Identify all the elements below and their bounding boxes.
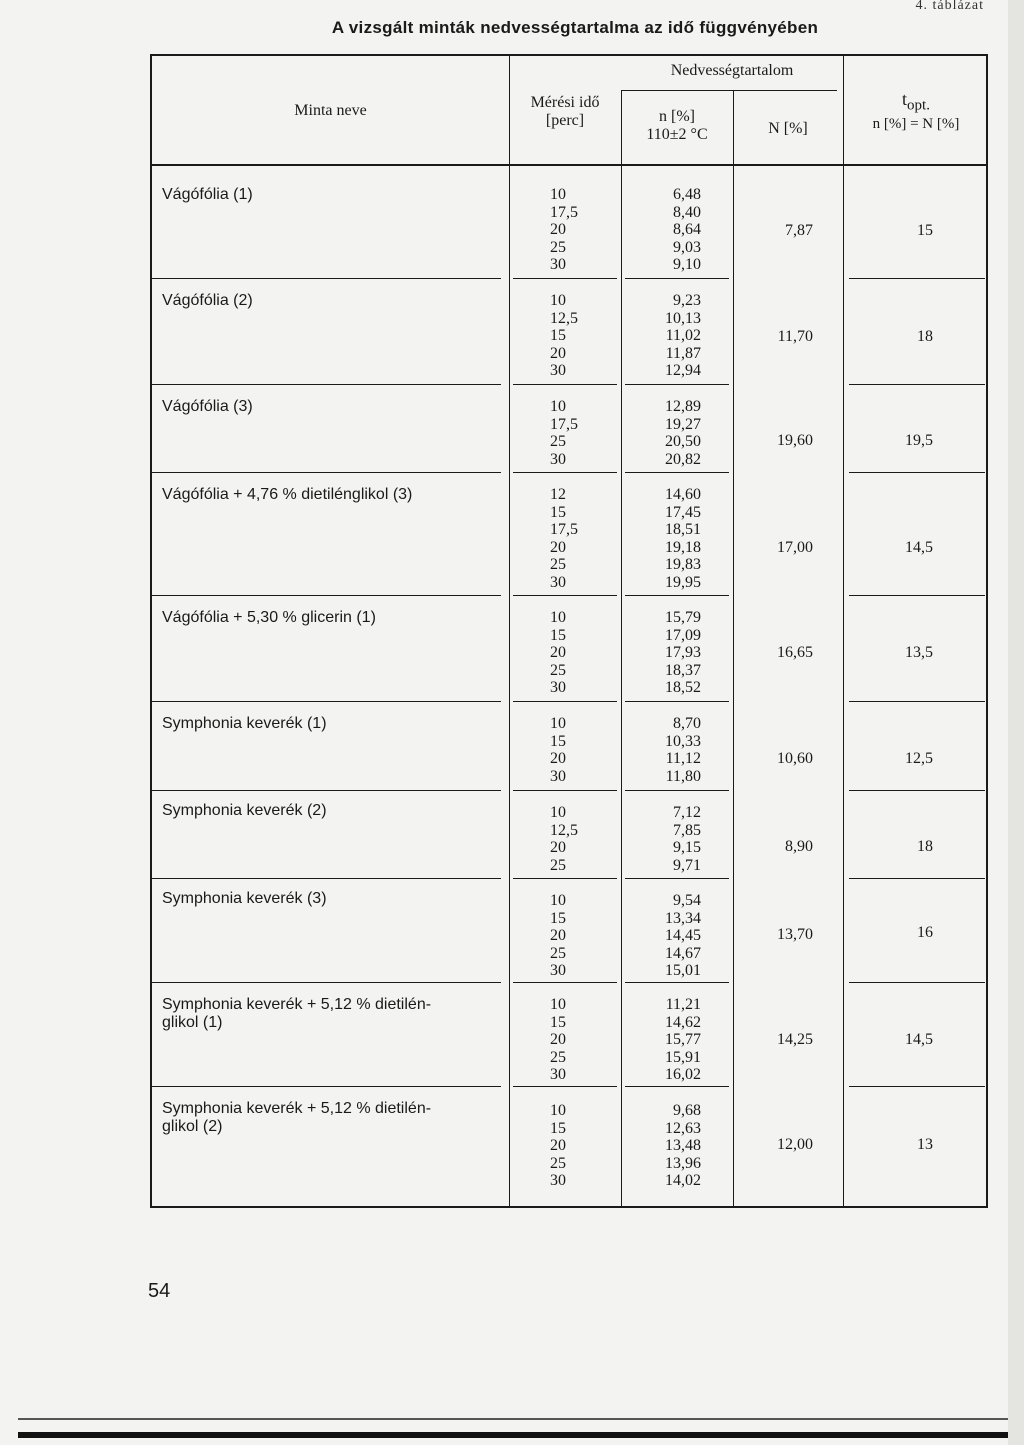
row-2-topt: 18 — [917, 328, 933, 345]
row-1-topt: 15 — [917, 222, 933, 239]
row-9-N: 14,25 — [777, 1031, 813, 1048]
row-8-times: 10 15 20 25 30 — [550, 892, 566, 979]
page-number: 54 — [148, 1280, 171, 1302]
bottom-edge-bar — [18, 1432, 1008, 1438]
row-2-name: Vágófólia (2) — [162, 292, 253, 309]
row-6-n: 8,70 10,33 11,12 11,80 — [665, 715, 701, 785]
row-7-name: Symphonia keverék (2) — [162, 802, 327, 819]
row-8-N: 13,70 — [777, 926, 813, 943]
row-1-N: 7,87 — [785, 222, 813, 239]
row-4-n: 14,60 17,45 18,51 19,18 19,83 19,95 — [665, 486, 701, 591]
row-4-name: Vágófólia + 4,76 % dietilénglikol (3) — [162, 486, 413, 503]
row-9-name-line2: glikol (1) — [162, 1014, 223, 1031]
header-rule — [152, 164, 988, 166]
row-1-name: Vágófólia (1) — [162, 186, 253, 203]
row-1-n: 6,48 8,40 8,64 9,03 9,10 — [673, 186, 701, 273]
row-9-n: 11,21 14,62 15,77 15,91 16,02 — [665, 996, 701, 1083]
row-6-times: 10 15 20 30 — [550, 715, 566, 785]
row-9-times: 10 15 20 25 30 — [550, 996, 566, 1083]
header-n: n [%] 110±2 °C — [646, 108, 708, 143]
row-7-times: 10 12,5 20 25 — [550, 804, 578, 874]
header-measure-time: Mérési idő [perc] — [530, 94, 600, 129]
row-3-N: 19,60 — [777, 432, 813, 449]
row-3-times: 10 17,5 25 30 — [550, 398, 578, 468]
row-2-N: 11,70 — [777, 328, 813, 345]
row-2-n: 9,23 10,13 11,02 11,87 12,94 — [665, 292, 701, 379]
row-9-topt: 14,5 — [905, 1031, 933, 1048]
row-4-N: 17,00 — [777, 539, 813, 556]
col-divider-time — [509, 56, 510, 1206]
row-10-name-line2: glikol (2) — [162, 1118, 223, 1135]
row-1-times: 10 17,5 20 25 30 — [550, 186, 578, 273]
row-8-topt: 16 — [917, 924, 933, 941]
bottom-edge-line — [18, 1418, 1008, 1420]
row-10-times: 10 15 20 25 30 — [550, 1102, 566, 1189]
row-7-N: 8,90 — [785, 838, 813, 855]
row-7-n: 7,12 7,85 9,15 9,71 — [673, 804, 701, 874]
row-3-topt: 19,5 — [905, 432, 933, 449]
row-5-n: 15,79 17,09 17,93 18,37 18,52 — [665, 609, 701, 696]
row-3-n: 12,89 19,27 20,50 20,82 — [665, 398, 701, 468]
row-5-times: 10 15 20 25 30 — [550, 609, 566, 696]
row-6-topt: 12,5 — [905, 750, 933, 767]
row-5-name: Vágófólia + 5,30 % glicerin (1) — [162, 609, 376, 626]
row-10-N: 12,00 — [777, 1136, 813, 1153]
row-8-n: 9,54 13,34 14,45 14,67 15,01 — [665, 892, 701, 979]
row-10-n: 9,68 12,63 13,48 13,96 14,02 — [665, 1102, 701, 1189]
moisture-group-rule — [621, 90, 837, 91]
row-6-N: 10,60 — [777, 750, 813, 767]
page-edge — [1008, 0, 1024, 1445]
header-topt: $t_{opt.}$ n [%] = N [%] — [872, 89, 960, 132]
row-5-N: 16,65 — [777, 644, 813, 661]
row-10-topt: 13 — [917, 1136, 933, 1153]
row-2-times: 10 12,5 15 20 30 — [550, 292, 578, 379]
table-number-fragment: 4. táblázat — [915, 0, 984, 13]
header-sample-name: Minta neve — [294, 102, 367, 119]
header-N: N [%] — [768, 120, 808, 137]
row-6-name: Symphonia keverék (1) — [162, 715, 327, 732]
table-title: A vizsgált minták nedvességtartalma az idő függvényében — [331, 18, 819, 37]
row-8-name: Symphonia keverék (3) — [162, 890, 327, 907]
row-4-topt: 14,5 — [905, 539, 933, 556]
row-7-topt: 18 — [917, 838, 933, 855]
moisture-table — [150, 54, 988, 1208]
row-5-topt: 13,5 — [905, 644, 933, 661]
row-3-name: Vágófólia (3) — [162, 398, 253, 415]
row-4-times: 12 15 17,5 20 25 30 — [550, 486, 578, 591]
row-10-name-line1: Symphonia keverék + 5,12 % dietilén- — [162, 1100, 432, 1117]
header-moisture: Nedvességtartalom — [670, 62, 794, 79]
row-9-name-line1: Symphonia keverék + 5,12 % dietilén- — [162, 996, 432, 1013]
